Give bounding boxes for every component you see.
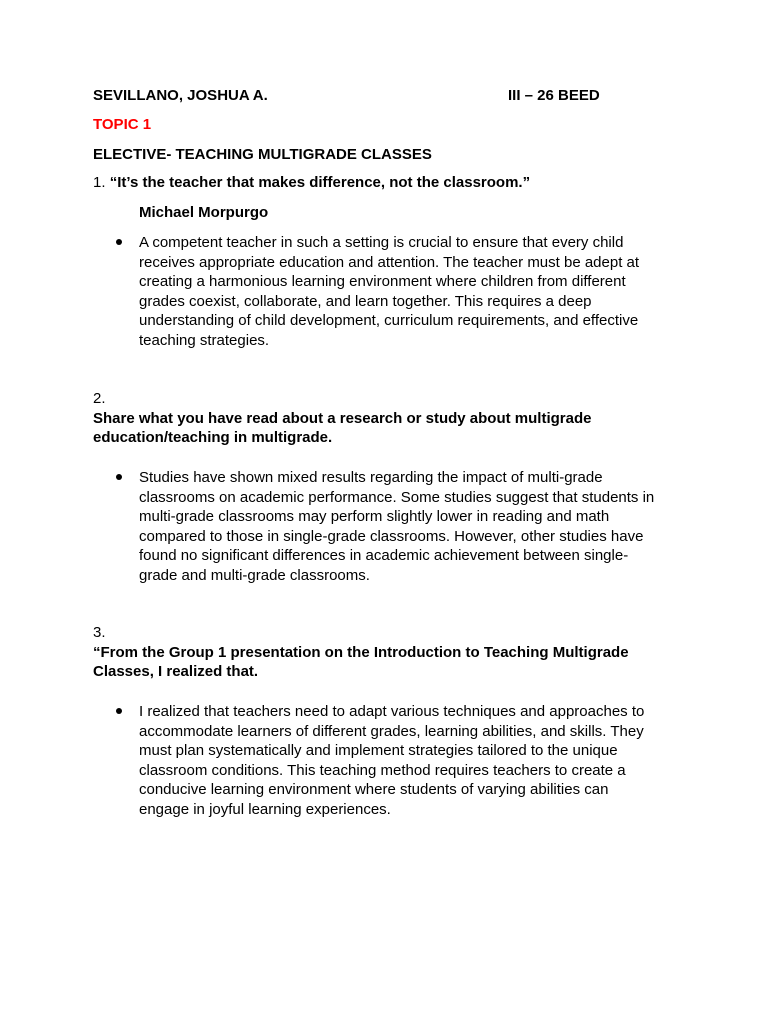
question-1-number: 1. [93,174,110,191]
answer-1-line: creating a harmonious learning environment where children from different [139,273,626,290]
question-1 [93,173,530,193]
question-3 [93,623,693,682]
answer-2-line: multi-grade classrooms may perform slightly lower in reading and math [139,508,610,525]
answer-2-line: compared to those in single-grade classrooms. However, other studies have [139,527,644,545]
answer-1-line: receives appropriate education and attention. The teacher must be adept at [139,253,640,271]
quote-author: Michael Morpurgo [139,204,269,221]
answer-3-line: I realized that teachers need to adapt various techniques and approaches to [139,703,645,720]
answer-3-line: conducive learning environment where students of varying abilities can [139,781,609,798]
answer-1-line: A competent teacher in such a setting is crucial to ensure that every child [139,234,624,251]
bullet-icon [116,239,122,245]
answer-3-line: classroom conditions. This teaching method requires teachers to create a [139,761,626,779]
answer-2-line: Studies have shown mixed results regarding the impact of multi-grade [139,469,603,486]
question-2-line [93,389,693,428]
bullet-icon [116,474,122,480]
question-3-line [93,623,693,662]
answer-2-line: grade and multi-grade classrooms. [139,566,370,584]
topic-heading: TOPIC 1 [93,116,152,133]
student-name: SEVILLANO, JOSHUA A. [93,87,268,104]
answer-1-line: grades coexist, collaborate, and learn together. This requires a deep [139,292,592,310]
question-3-number: 3. [93,624,106,641]
answer-3 [139,702,679,819]
answer-1-line: teaching strategies. [139,331,270,349]
question-2-line: education/teaching in multigrade. [93,429,333,446]
elective-title: ELECTIVE- TEACHING MULTIGRADE CLASSES [93,146,432,163]
answer-2 [139,468,679,585]
answer-3-line: must plan systematically and implement strategies tailored to the unique [139,742,618,759]
question-2-prompt: Share what you have read about a research or study about multigrade [93,409,592,427]
question-1-quote: “It’s the teacher that makes difference, not the classroom.” [109,174,531,191]
answer-3-line: accommodate learners of different grades, learning abilities, and skills. They [139,722,644,740]
answer-2-line: classrooms on academic performance. Some studies suggest that students in [139,488,655,506]
question-3-prompt: “From the Group 1 presentation on the Introduction to Teaching Multigrade [93,643,629,661]
answer-1-line: understanding of child development, curriculum requirements, and effective [139,312,639,329]
question-3-line: Classes, I realized that. [93,663,259,680]
bullet-icon [116,708,122,714]
student-section: III – 26 BEED [508,87,600,104]
question-2-number: 2. [93,390,106,407]
answer-3-line: engage in joyful learning experiences. [139,800,391,818]
question-2 [93,389,693,448]
answer-2-line: found no significant differences in academic achievement between single- [139,547,629,564]
answer-1 [139,233,679,350]
